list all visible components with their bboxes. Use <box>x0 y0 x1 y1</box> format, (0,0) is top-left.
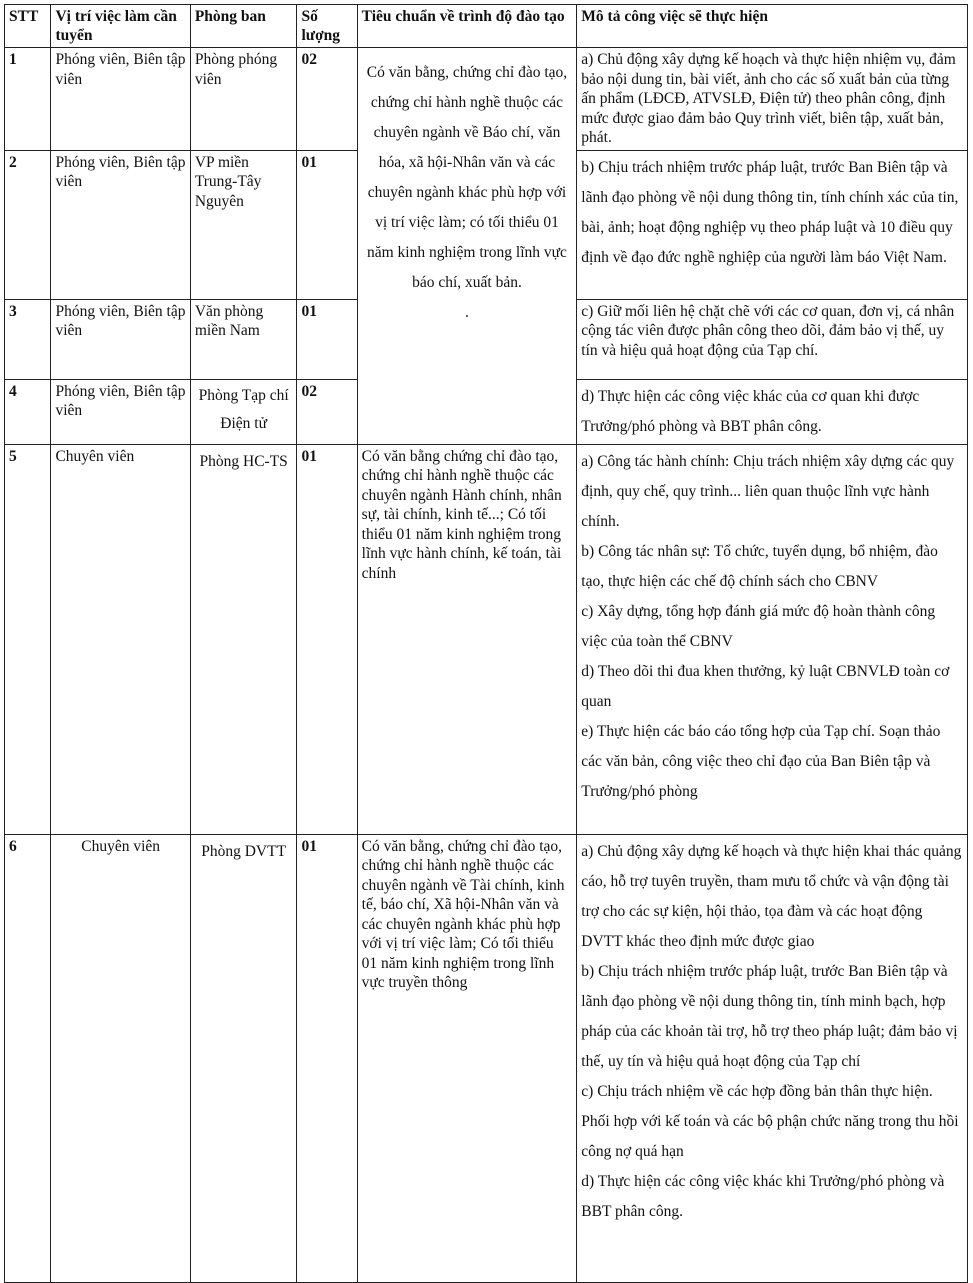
row-stt: 3 <box>5 299 51 379</box>
row-quantity: 01 <box>297 444 357 834</box>
row-criteria-merged <box>357 48 577 445</box>
row-stt: 5 <box>5 444 51 834</box>
table-header-row <box>5 5 968 48</box>
description-item: a) Chủ động xây dựng kế hoạch và thực hiện khai thác quảng cáo, hỗ trợ tuyên truyền, tham mưu tổ chức và vận động tài trợ cho các sự kiện, hội thảo, tọa đàm và các hoạt động DVTT khác theo định mức được giao <box>581 842 962 950</box>
row-criteria: Có văn bằng chứng chỉ đào tạo, chứng chỉ hành nghề thuộc các chuyên ngành Hành chính, nhân sự, tài chính, kinh tế...; Có tối thiểu 01 năm kinh nghiệm trong lĩnh vực hành chính, kế toán, tài chính <box>357 444 577 834</box>
row-quantity: 01 <box>297 299 357 379</box>
criteria-dot: . <box>465 304 469 321</box>
header-position: Vị trí việc làm cần tuyển <box>51 5 190 48</box>
row-quantity: 01 <box>297 150 357 299</box>
table-row <box>5 444 968 834</box>
row-stt: 4 <box>5 379 51 444</box>
row-department: VP miền Trung-Tây Nguyên <box>190 150 297 299</box>
row-department: Phòng DVTT <box>190 834 297 1282</box>
row-description <box>577 834 968 1282</box>
description-item: d) Theo dõi thi đua khen thưởng, kỷ luật CBNVLĐ toàn cơ quan <box>581 662 950 710</box>
table-row <box>5 48 968 151</box>
description-item: e) Thực hiện các báo cáo tổng hợp của Tạp chí. Soạn thảo các văn bản, công việc theo chỉ đạo của Ban Biên tập và Trưởng/phó phòng <box>581 722 941 800</box>
row-description: c) Giữ mối liên hệ chặt chẽ với các cơ quan, đơn vị, cá nhân cộng tác viên được phân công theo dõi, đảm bảo vị thế, uy tín và hiệu quả hoạt động của Tạp chí. <box>577 299 968 379</box>
header-stt: STT <box>5 5 51 48</box>
header-description: Mô tả công việc sẽ thực hiện <box>577 5 968 48</box>
description-item: d) Thực hiện các công việc khác khi Trưởng/phó phòng và BBT phân công. <box>581 1172 945 1220</box>
header-department: Phòng ban <box>190 5 297 48</box>
row-department: Văn phòng miền Nam <box>190 299 297 379</box>
row-description <box>577 444 968 834</box>
row-description: a) Chủ động xây dựng kế hoạch và thực hiện nhiệm vụ, đảm bảo nội dung tin, bài viết, ảnh cho các số xuất bản của từng ấn phẩm (LĐCĐ, ATVSLĐ, Điện tử) theo phân công, định mức được giao đảm bảo Quy trình viết, biên tập, xuất bản, phát. <box>577 48 968 151</box>
row-position: Phóng viên, Biên tập viên <box>51 48 190 151</box>
header-criteria: Tiêu chuẩn về trình độ đào tạo <box>357 5 577 48</box>
recruitment-table <box>4 4 968 1283</box>
description-item: c) Xây dựng, tổng hợp đánh giá mức độ hoàn thành công việc của toàn thể CBNV <box>581 602 936 650</box>
description-item: c) Chịu trách nhiệm về các hợp đồng bản thân thực hiện. Phối hợp với kế toán và các bộ phận chức năng trong thu hồi công nợ quá hạn <box>581 1082 959 1160</box>
row-description: b) Chịu trách nhiệm trước pháp luật, trước Ban Biên tập và lãnh đạo phòng về nội dung thông tin, tính chính xác của tin, bài, ảnh; hoạt động nghiệp vụ theo pháp luật và 10 điều quy định về đạo đức nghề nghiệp của người làm báo Việt Nam. <box>577 150 968 299</box>
table-row <box>5 834 968 1282</box>
description-item: b) Chịu trách nhiệm trước pháp luật, trước Ban Biên tập và lãnh đạo phòng về nội dung thông tin, tính minh bạch, hợp pháp của các khoản tài trợ, hỗ trợ theo pháp luật; đảm bảo vị thế, uy tín và hiệu quả hoạt động của Tạp chí <box>581 962 958 1070</box>
description-item: b) Công tác nhân sự: Tổ chức, tuyển dụng, bổ nhiệm, đào tạo, thực hiện các chế độ chính sách cho CBNV <box>581 542 938 590</box>
criteria-text: Có văn bằng, chứng chỉ đào tạo, chứng chỉ hành nghề thuộc các chuyên ngành về Báo chí, văn hóa, xã hội-Nhân văn và các chuyên ngành khác phù hợp với vị trí việc làm; có tối thiểu 01 năm kinh nghiệm trong lĩnh vực báo chí, xuất bản. <box>366 64 568 291</box>
row-position: Phóng viên, Biên tập viên <box>51 150 190 299</box>
row-department: Phòng HC-TS <box>190 444 297 834</box>
row-position: Chuyên viên <box>51 834 190 1282</box>
description-item: a) Công tác hành chính: Chịu trách nhiệm xây dựng các quy định, quy chế, quy trình... liên quan thuộc lĩnh vực hành chính. <box>581 452 955 530</box>
row-department: Phòng phóng viên <box>190 48 297 151</box>
header-quantity: Số lượng <box>297 5 357 48</box>
row-position: Phóng viên, Biên tập viên <box>51 299 190 379</box>
row-stt: 6 <box>5 834 51 1282</box>
row-department: Phòng Tạp chí Điện tử <box>190 379 297 444</box>
row-description: d) Thực hiện các công việc khác của cơ quan khi được Trưởng/phó phòng và BBT phân công. <box>577 379 968 444</box>
row-quantity: 02 <box>297 379 357 444</box>
row-position: Phóng viên, Biên tập viên <box>51 379 190 444</box>
row-criteria: Có văn bằng, chứng chỉ đào tạo, chứng chỉ hành nghề thuộc các chuyên ngành về Tài chính, kinh tế, báo chí, Xã hội-Nhân văn và các chuyên ngành khác phù hợp với vị trí việc làm; Có tối thiểu 01 năm kinh nghiệm trong lĩnh vực truyền thông <box>357 834 577 1282</box>
row-quantity: 01 <box>297 834 357 1282</box>
row-stt: 2 <box>5 150 51 299</box>
row-position: Chuyên viên <box>51 444 190 834</box>
row-quantity: 02 <box>297 48 357 151</box>
row-stt: 1 <box>5 48 51 151</box>
